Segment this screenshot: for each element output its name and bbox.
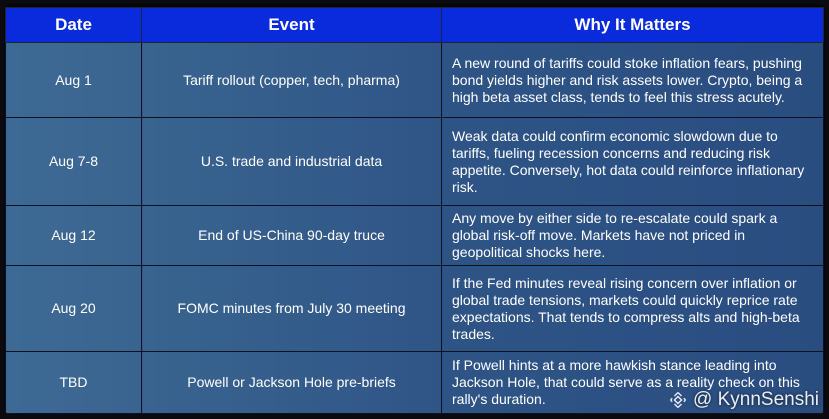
calendar-table-frame [4,4,825,414]
watermark [669,389,819,411]
row-why-it-matters: Weak data could confirm economic slowdown due to tariffs, fueling recession concerns and reducing risk appetite. Conversely, hot data could reinforce inflationary risk. [442,118,824,206]
row-date: Aug 7-8 [6,118,142,206]
header-row [6,8,824,43]
row-why-it-matters: If the Fed minutes reveal rising concern over inflation or global trade tensions, markets could quickly reprice rate expectations. That tends to compress alts and high-beta trades. [442,266,824,352]
row-why-it-matters: Any move by either side to re-escalate could spark a global risk-off move. Markets have not priced in geopolitical shocks here. [442,206,824,266]
row-event: U.S. trade and industrial data [142,118,442,206]
binance-logo-icon [669,391,687,409]
table-row [6,266,824,352]
table-row [6,206,824,266]
row-event: Powell or Jackson Hole pre-briefs [142,352,442,414]
row-event: End of US-China 90-day truce [142,206,442,266]
table-row [6,118,824,206]
header-event: Event [142,8,442,43]
header-date: Date [6,8,142,43]
row-why-it-matters: A new round of tariffs could stoke inflation fears, pushing bond yields higher and risk assets lower. Crypto, being a high beta asset class, tends to feel this stress acutely. [442,43,824,118]
header-why-it-matters: Why It Matters [442,8,824,43]
row-event: Tariff rollout (copper, tech, pharma) [142,43,442,118]
table-row [6,43,824,118]
row-date: Aug 20 [6,266,142,352]
events-table [5,7,824,414]
row-date: TBD [6,352,142,414]
watermark-text: @ KynnSenshi [693,389,819,410]
row-date: Aug 1 [6,43,142,118]
row-why-it-matters: If Powell hints at a more hawkish stance leading into Jackson Hole, that could serve as a reality check on this rally's duration. [442,352,824,414]
row-date: Aug 12 [6,206,142,266]
row-event: FOMC minutes from July 30 meeting [142,266,442,352]
